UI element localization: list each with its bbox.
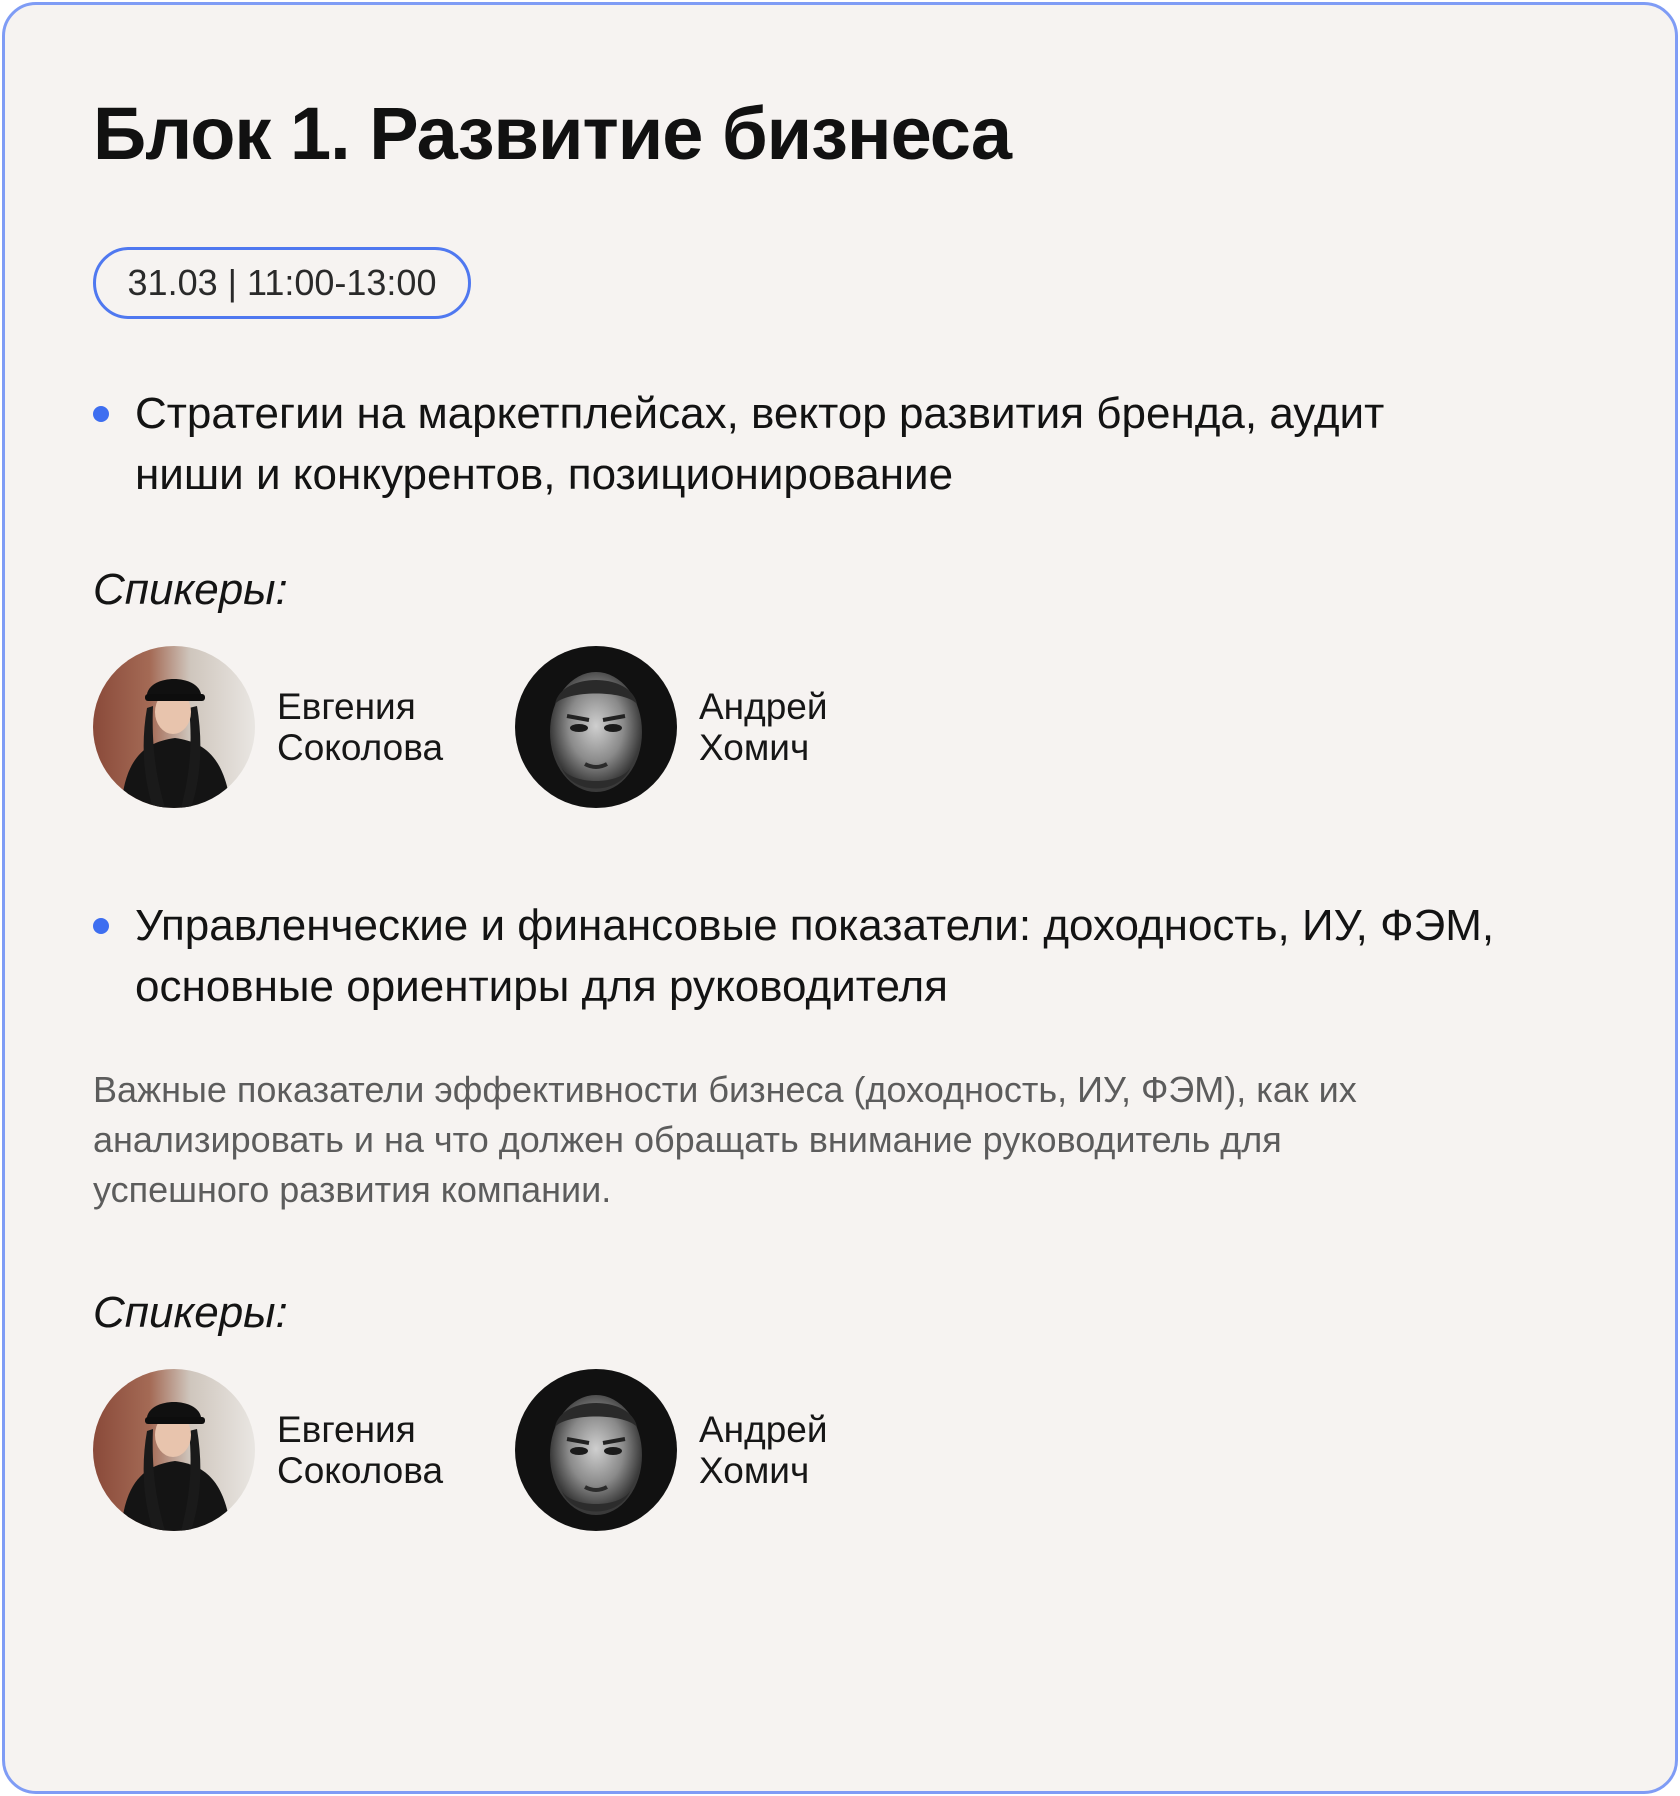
speaker-card[interactable] — [93, 646, 497, 808]
speaker-last-name: Хомич — [699, 727, 810, 768]
speakers-label: Спикеры: — [93, 1288, 288, 1337]
speakers-label: Спикеры: — [93, 565, 288, 614]
speaker-last-name: Хомич — [699, 1450, 810, 1491]
topic-title: Стратегии на маркетплейсах, вектор развития бренда, аудит ниши и конкурентов, позиционирование — [135, 389, 1385, 499]
date-time-badge — [93, 247, 471, 319]
speaker-card[interactable] — [515, 1369, 919, 1531]
speaker-name — [277, 1409, 497, 1491]
bullet-icon — [93, 918, 109, 934]
speaker-card[interactable] — [93, 1369, 497, 1531]
speaker-last-name: Соколова — [277, 1450, 444, 1491]
topic-item-1 — [93, 383, 1513, 505]
topic-title: Управленческие и финансовые показатели: доходность, ИУ, ФЭМ, основные ориентиры для руководителя — [135, 901, 1495, 1011]
topic-item-2 — [93, 895, 1513, 1017]
speaker-card[interactable] — [515, 646, 919, 808]
bullet-icon — [93, 406, 109, 422]
block-title: Блок 1. Развитие бизнеса — [93, 92, 1012, 175]
speaker-avatar-photo — [515, 646, 677, 808]
date-time-text: 31.03 | 11:00-13:00 — [127, 262, 437, 303]
speaker-first-name: Андрей — [699, 686, 828, 727]
speaker-name — [699, 686, 919, 768]
speaker-avatar-photo — [515, 1369, 677, 1531]
speaker-first-name: Евгения — [277, 686, 416, 727]
speaker-avatar-photo — [93, 1369, 255, 1531]
speaker-avatar-photo — [93, 646, 255, 808]
speaker-first-name: Андрей — [699, 1409, 828, 1450]
speaker-first-name: Евгения — [277, 1409, 416, 1450]
speaker-name — [699, 1409, 919, 1491]
speaker-name — [277, 686, 497, 768]
topic-description: Важные показатели эффективности бизнеса (доходность, ИУ, ФЭМ), как их анализировать и на что должен обращать внимание руководитель для успешного развития компании. — [93, 1069, 1357, 1210]
event-block-card — [2, 2, 1678, 1794]
speaker-last-name: Соколова — [277, 727, 444, 768]
